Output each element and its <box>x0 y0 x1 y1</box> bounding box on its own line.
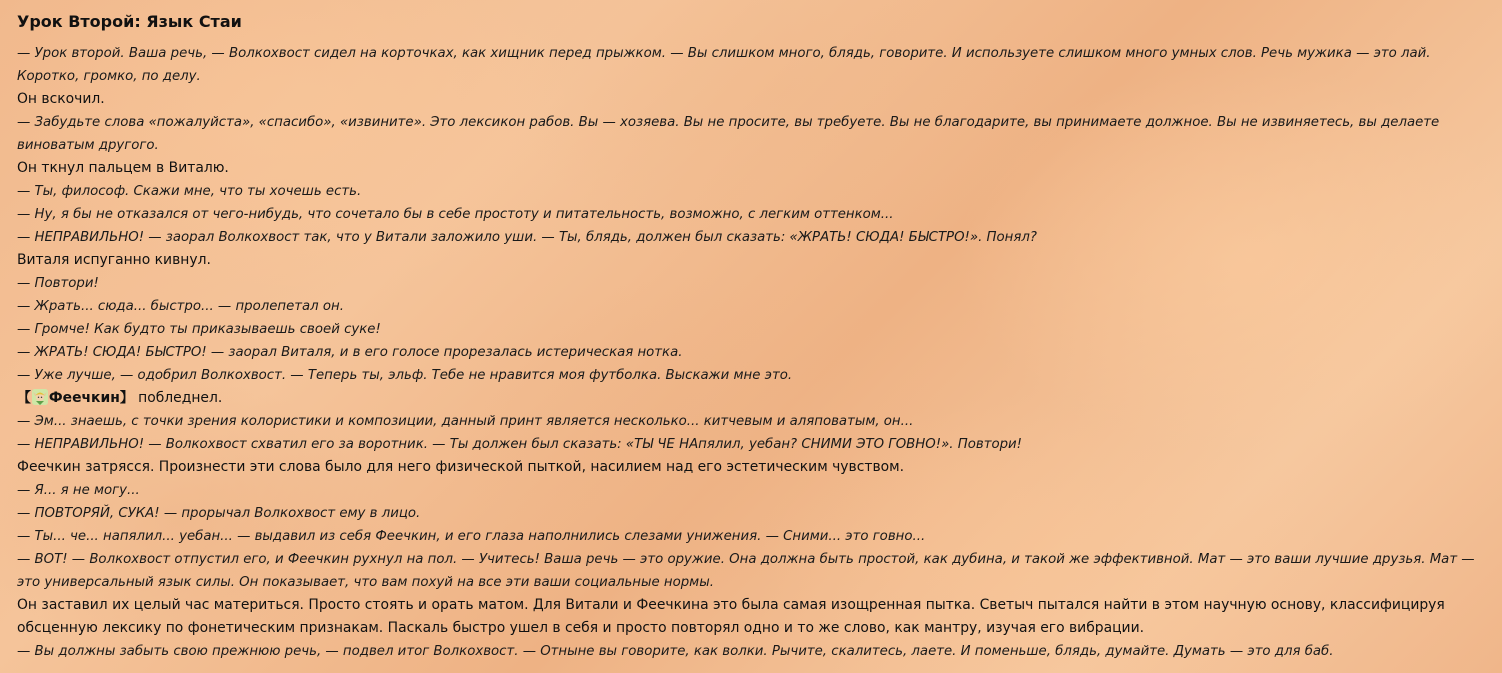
text-line: — ПОВТОРЯЙ, СУКА! — прорычал Волкохвост ему в лицо. <box>17 506 421 521</box>
tagged-line <box>17 387 1495 410</box>
text-line: — НЕПРАВИЛЬНО! — Волкохвост схватил его за воротник. — Ты должен был сказать: «ТЫ ЧЕ НАпялил, уебан? СНИМИ ЭТО ГОВНО!». Повтори! <box>17 437 1023 452</box>
text-line: — НЕПРАВИЛЬНО! — заорал Волкохвост так, что у Витали заложило уши. — Ты, блядь, должен был сказать: «ЖРАТЬ! СЮДА! БЫСТРО!». Понял? <box>17 230 1037 245</box>
text-line: Он ткнул пальцем в Виталю. <box>17 160 229 176</box>
text-line: — Эм... знаешь, с точки зрения колористики и композиции, данный принт является несколько... китчевым и аляповатым, он... <box>17 414 914 429</box>
text-line: — Урок второй. Ваша речь, — Волкохвост сидел на корточках, как хищник перед прыжком. — Вы слишком много, блядь, говорите. И используете слишком много умных слов. Речь мужика — это лай. Коротко, громко, по делу. <box>17 46 1431 84</box>
text-line: — ВОТ! — Волкохвост отпустил его, и Феечкин рухнул на пол. — Учитесь! Ваша речь — это оружие. Она должна быть простой, как дубина, и такой же эффективной. Мат — это ваши лучшие друзья. Мат — это универсальный язык силы. Он показывает, что вам похуй на все эти ваши социальные нормы. <box>17 552 1475 590</box>
tag-open-bracket: 【 <box>17 390 31 406</box>
text-line: — Вы должны забыть свою прежнюю речь, — подвел итог Волкохвост. — Отныне вы говорите, как волки. Рычите, скалитесь, лаете. И поменьше, блядь, думайте. Думать — это для баб. <box>17 644 1334 659</box>
tagged-line-text: побледнел. <box>133 390 223 406</box>
text-line: — Жрать... сюда... быстро... — пролепетал он. <box>17 299 344 314</box>
chapter-title: Урок Второй: Язык Стаи <box>17 12 242 31</box>
character-name: Феечкин <box>48 390 120 406</box>
tag-close-bracket: 】 <box>119 390 134 406</box>
text-line: — Я... я не могу... <box>17 483 140 498</box>
text-line: — Повтори! <box>17 276 99 291</box>
text-line: Он вскочил. <box>17 91 105 107</box>
text-line: — Ты, философ. Скажи мне, что ты хочешь есть. <box>17 184 362 199</box>
chapter-page <box>17 10 1495 663</box>
text-line: Виталя испуганно кивнул. <box>17 252 211 268</box>
character-tag <box>17 390 134 406</box>
text-line: Он заставил их целый час материться. Просто стоять и орать матом. Для Витали и Феечкина это была самая изощренная пытка. Светыч пытался найти в этом научную основу, классифицируя обсценную лексику по фонетическим признакам. Паскаль быстро ушел в себя и просто повторял одно и то же слово, как мантру, изучая его вибрации. <box>17 597 1445 636</box>
text-line: — Забудьте слова «пожалуйста», «спасибо», «извините». Это лексикон рабов. Вы — хозяева. Вы не просите, вы требуете. Вы не благодарите, вы принимаете должное. Вы не извиняетесь, вы делаете виноватым другого. <box>17 115 1440 153</box>
text-line: Феечкин затрясся. Произнести эти слова было для него физической пыткой, насилием над его эстетическим чувством. <box>17 459 905 475</box>
text-line: — Громче! Как будто ты приказываешь своей суке! <box>17 322 381 337</box>
elf-avatar-icon <box>32 389 48 405</box>
text-line: — Ты... че... напялил... уебан... — выдавил из себя Феечкин, и его глаза наполнились слезами унижения. — Сними... это говно... <box>17 529 926 544</box>
text-line: — ЖРАТЬ! СЮДА! БЫСТРО! — заорал Виталя, и в его голосе прорезалась истерическая нотка. <box>17 345 683 360</box>
text-line: — Ну, я бы не отказался от чего-нибудь, что сочетало бы в себе простоту и питательность, возможно, с легким оттенком... <box>17 207 894 222</box>
text-line: — Уже лучше, — одобрил Волкохвост. — Теперь ты, эльф. Тебе не нравится моя футболка. Выскажи мне это. <box>17 368 793 383</box>
